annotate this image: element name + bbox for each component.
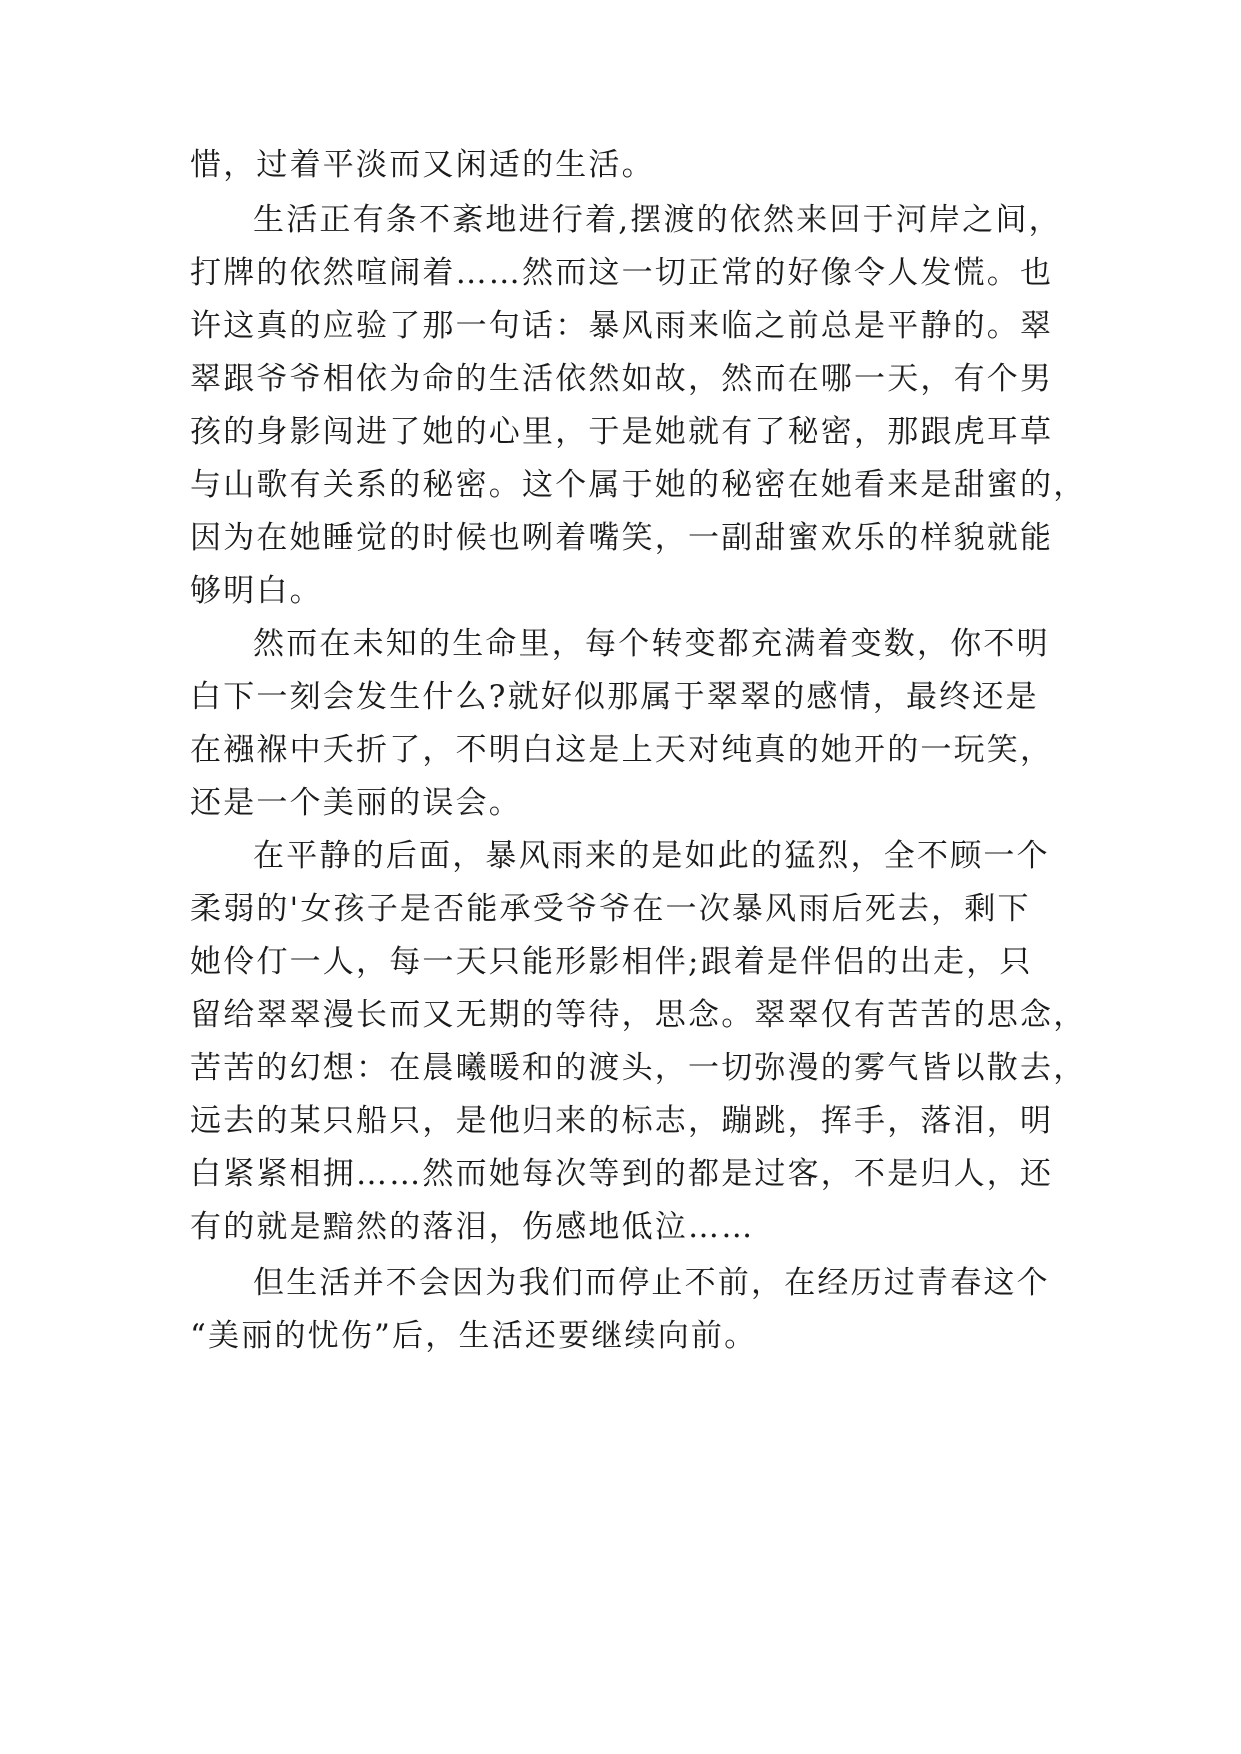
text-line: 然而在未知的生命里，每个转变都充满着变数，你不明 [253, 626, 1050, 662]
text-line: 在平静的后面，暴风雨来的是如此的猛烈，全不顾一个 [253, 838, 1050, 874]
text-line: 孩的身影闯进了她的心里，于是她就有了秘密，那跟虎耳草 [190, 414, 1054, 450]
text-line: 留给翠翠漫长而又无期的等待，思念。翠翠仅有苦苦的思念， [190, 997, 1087, 1033]
text-line: 远去的某只船只，是他归来的标志，蹦跳，挥手，落泪，明 [190, 1103, 1054, 1139]
text-line: 有的就是黯然的落泪，伤感地低泣…… [190, 1209, 755, 1245]
text-line: 白下一刻会发生什么?就好似那属于翠翠的感情，最终还是 [190, 679, 1039, 715]
text-line: 因为在她睡觉的时候也咧着嘴笑，一副甜蜜欢乐的样貌就能 [190, 520, 1054, 556]
text-line: 打牌的依然喧闹着……然而这一切正常的好像令人发慌。也 [190, 255, 1054, 291]
text-line: 在襁褓中夭折了，不明白这是上天对纯真的她开的一玩笑， [190, 732, 1054, 768]
text-line: 够明白。 [190, 573, 323, 609]
text-line: 苦苦的幻想：在晨曦暖和的渡头，一切弥漫的雾气皆以散去， [190, 1050, 1087, 1086]
text-line: “美丽的忧伤”后，生活还要继续向前。 [190, 1318, 758, 1354]
text-line: 但生活并不会因为我们而停止不前，在经历过青春这个 [253, 1265, 1050, 1301]
text-line: 惜，过着平淡而又闲适的生活。 [190, 147, 655, 183]
text-line: 柔弱的'女孩子是否能承受爷爷在一次暴风雨后死去，剩下 [190, 891, 1031, 927]
text-line: 与山歌有关系的秘密。这个属于她的秘密在她看来是甜蜜的， [190, 467, 1087, 503]
text-line: 许这真的应验了那一句话：暴风雨来临之前总是平静的。翠 [190, 308, 1054, 344]
text-line: 白紧紧相拥……然而她每次等到的都是过客，不是归人，还 [190, 1156, 1054, 1192]
text-line: 生活正有条不紊地进行着,摆渡的依然来回于河岸之间， [253, 202, 1062, 238]
text-line: 她伶仃一人，每一天只能形影相伴;跟着是伴侣的出走，只 [190, 944, 1033, 980]
text-line: 翠跟爷爷相依为命的生活依然如故，然而在哪一天，有个男 [190, 361, 1054, 397]
text-line: 还是一个美丽的误会。 [190, 785, 522, 821]
